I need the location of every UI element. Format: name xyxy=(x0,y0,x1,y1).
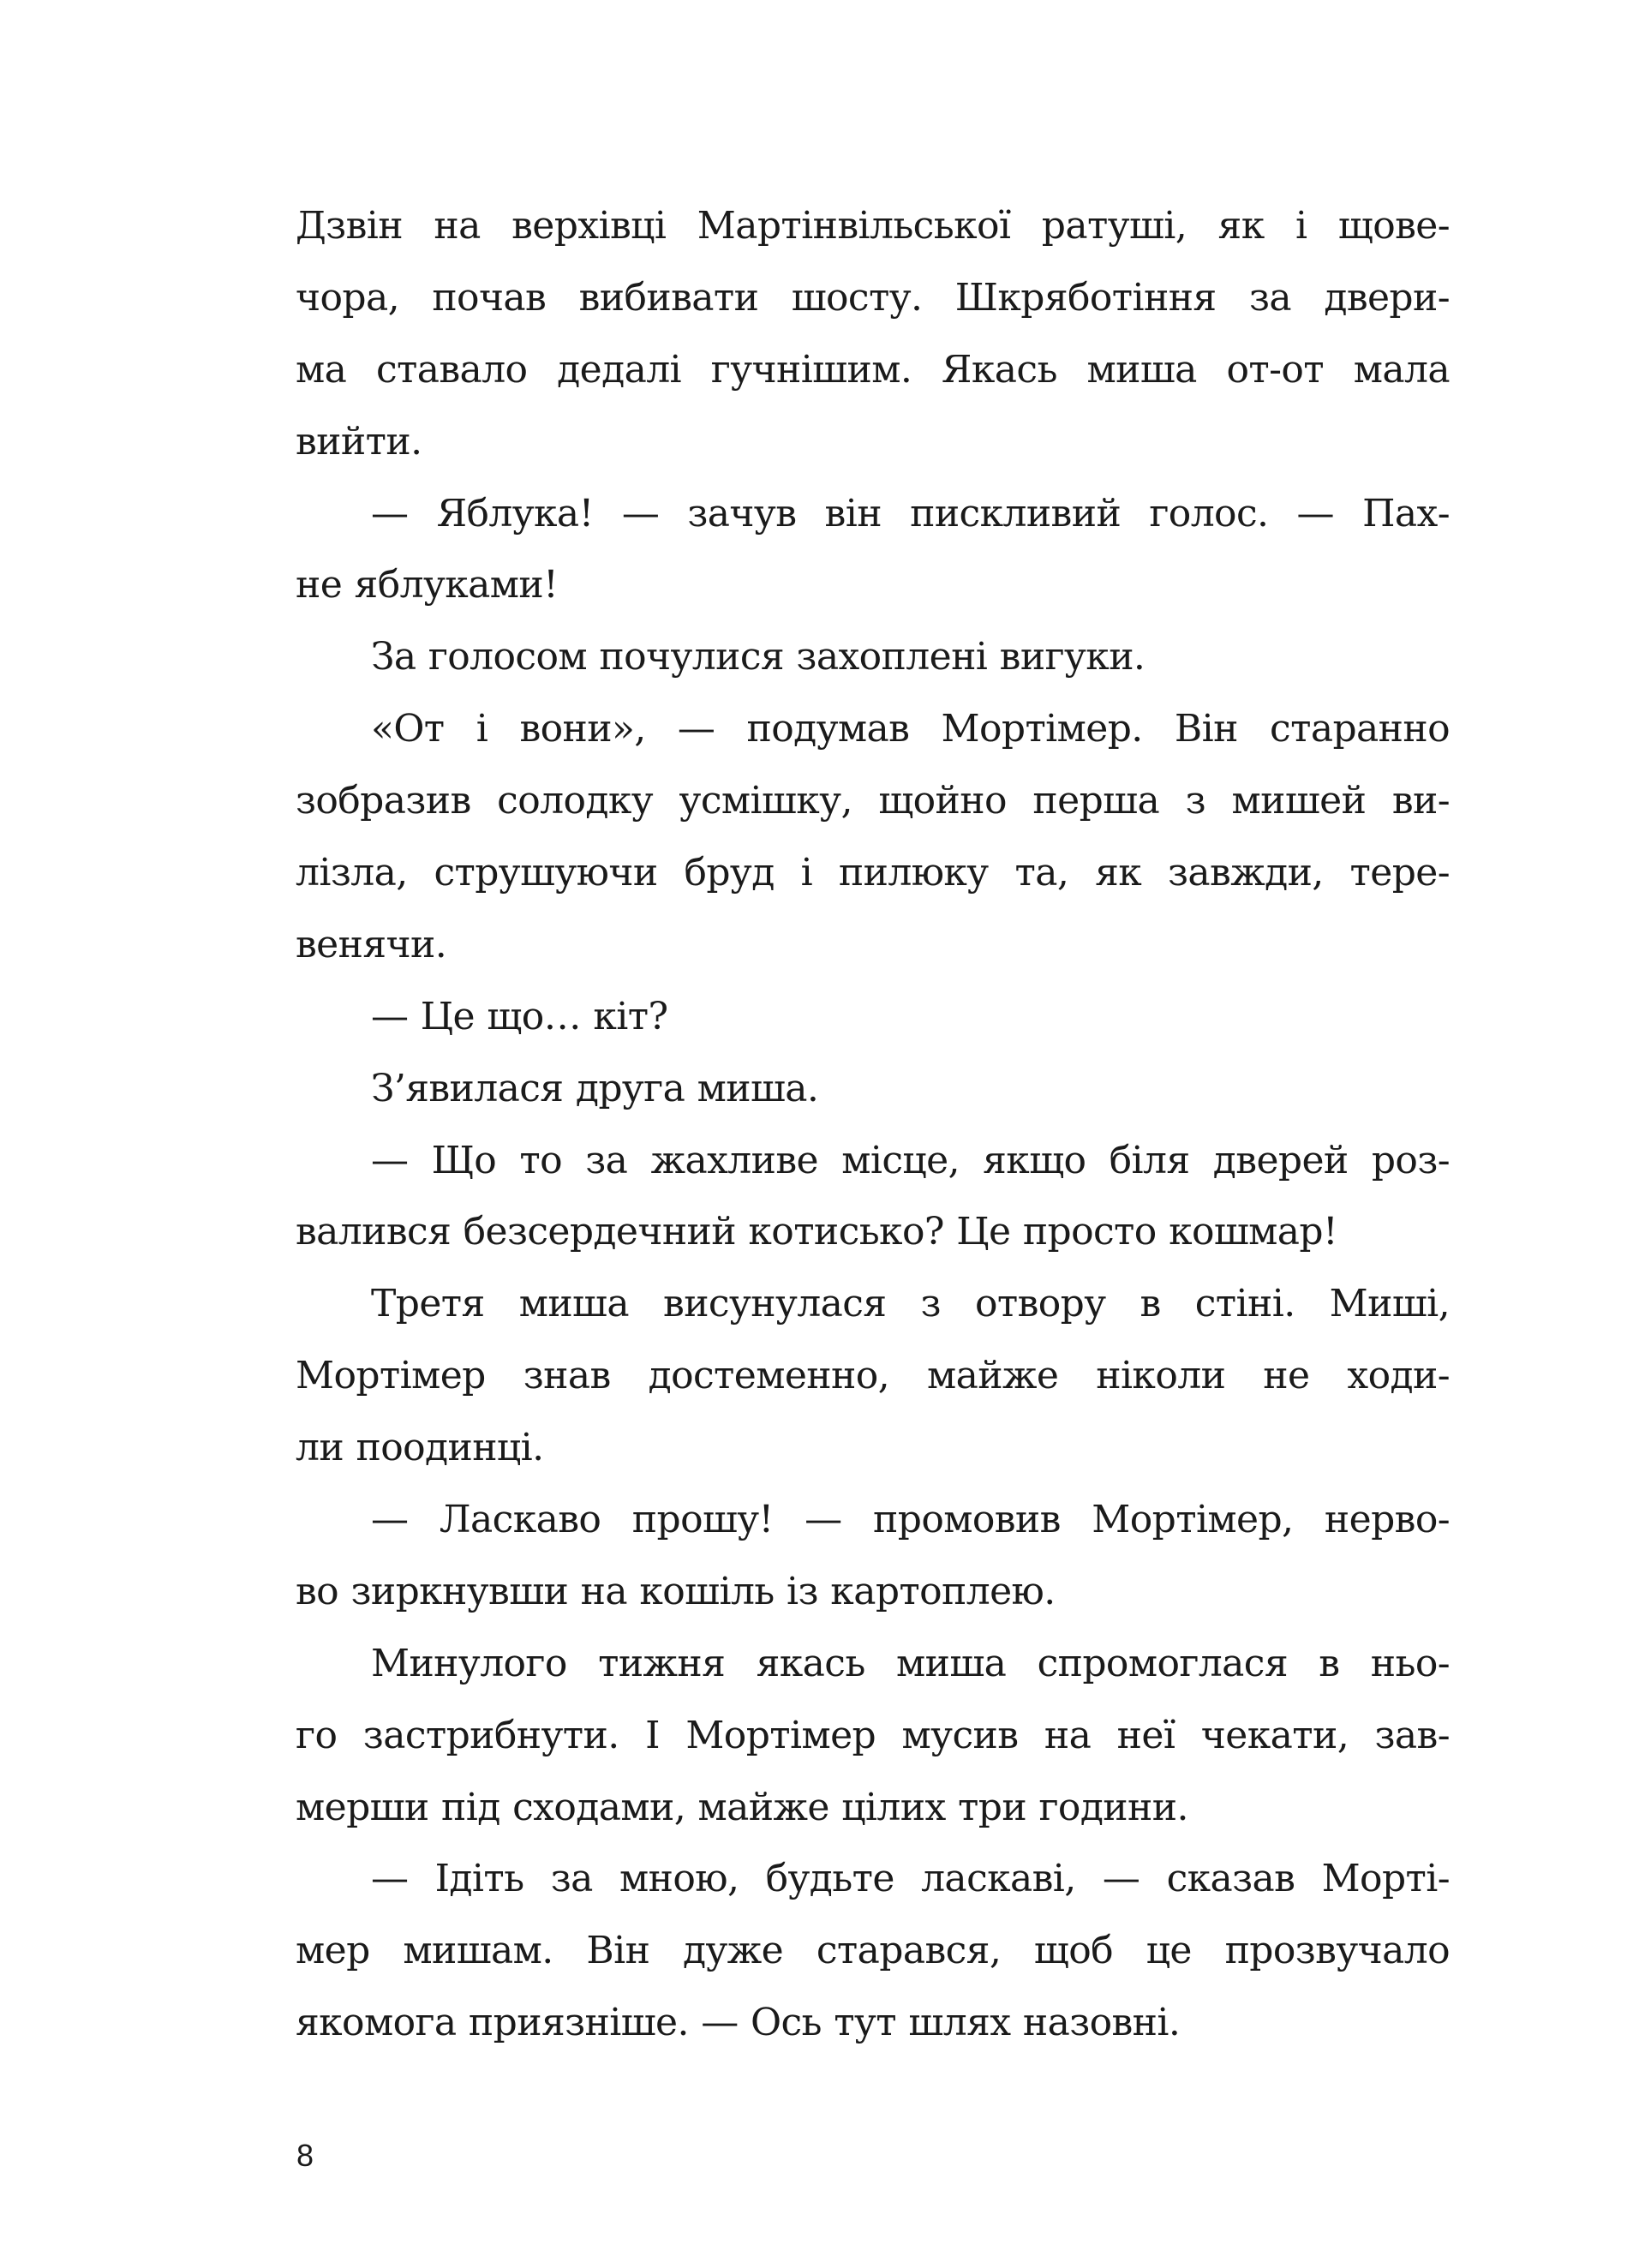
text-line: «От і вони», — подумав Мортімер. Він старанно xyxy=(371,707,1450,751)
text-line: — Ідіть за мною, будьте ласкаві, — сказав Морті- xyxy=(371,1857,1450,1901)
text-line: — Що то за жахливе місце, якщо біля дверей роз- xyxy=(371,1138,1450,1182)
text-line: Третя миша висунулася з отвору в стіні. Миші, xyxy=(371,1282,1450,1326)
text-line: не яблуками! xyxy=(296,563,559,607)
paragraph xyxy=(296,981,1450,1053)
text-line: Мортімер знав достеменно, майже ніколи не ходи- xyxy=(296,1354,1450,1398)
text-line: — Яблука! — зачув він пискливий голос. — Пах- xyxy=(371,491,1450,536)
paragraph xyxy=(296,1628,1450,1844)
text-line: ли поодинці. xyxy=(296,1426,544,1470)
text-line: мер мишам. Він дуже старався, щоб це прозвучало xyxy=(296,1929,1450,1973)
paragraph xyxy=(296,1125,1450,1269)
paragraph xyxy=(296,621,1450,693)
text-line: мерши під сходами, майже цілих три години. xyxy=(296,1785,1188,1829)
text-line: го застрибнути. І Мортімер мусив на неї чекати, зав- xyxy=(296,1713,1450,1757)
text-line: ма ставало дедалі гучнішим. Якась миша от-от мала xyxy=(296,347,1450,392)
text-line: З’явилася друга миша. xyxy=(371,1066,819,1110)
paragraph xyxy=(296,1268,1450,1484)
text-line: Минулого тижня якась миша спромоглася в ньо- xyxy=(371,1641,1450,1685)
text-line: вийти. xyxy=(296,419,422,464)
page-number: 8 xyxy=(296,2138,314,2173)
text-line: — Ласкаво прошу! — промовив Мортімер, нерво- xyxy=(371,1498,1450,1542)
text-line: чора, почав вибивати шосту. Шкряботіння за двери- xyxy=(296,275,1450,320)
paragraph xyxy=(296,478,1450,622)
paragraph xyxy=(296,1484,1450,1628)
text-line: лізла, струшуючи бруд і пилюку та, як завжди, тере- xyxy=(296,851,1450,895)
text-line: венячи. xyxy=(296,922,447,966)
text-line: во зиркнувши на кошіль із картоплею. xyxy=(296,1569,1056,1613)
text-line: валився безсердечний котисько? Це просто кошмар! xyxy=(296,1210,1338,1254)
paragraph xyxy=(296,693,1450,981)
body-text xyxy=(296,190,1450,2059)
paragraph xyxy=(296,190,1450,478)
paragraph xyxy=(296,1053,1450,1125)
text-line: — Це що… кіт? xyxy=(371,994,668,1038)
text-line: зобразив солодку усмішку, щойно перша з мишей ви- xyxy=(296,779,1450,823)
paragraph xyxy=(296,1843,1450,2059)
text-line: Дзвін на верхівці Мартінвільської ратуші, як і щове- xyxy=(296,204,1450,248)
text-line: якомога приязніше. — Ось тут шлях назовні. xyxy=(296,2001,1181,2045)
text-line: За голосом почулися захоплені вигуки. xyxy=(371,635,1146,679)
